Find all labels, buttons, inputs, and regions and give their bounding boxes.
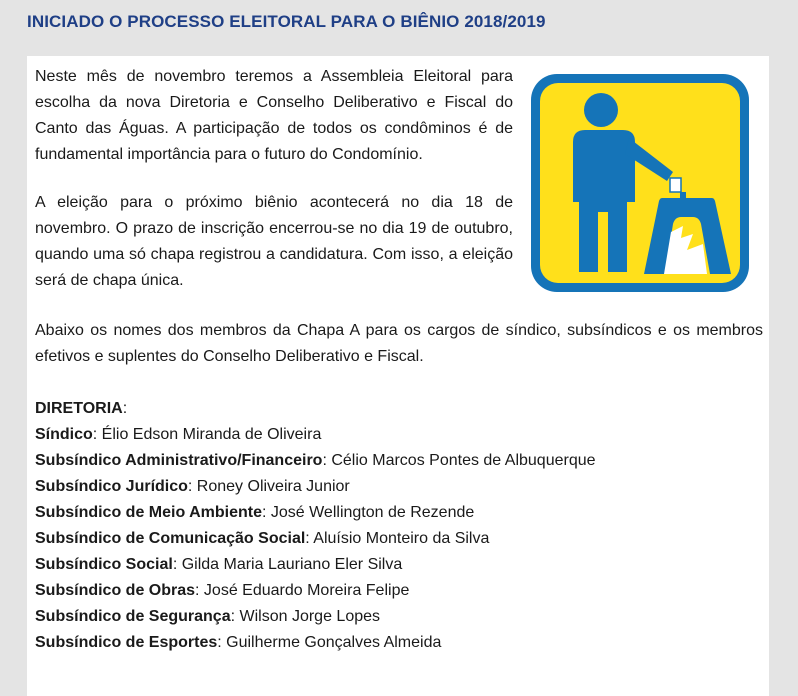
member-name: : Wilson Jorge Lopes [230, 608, 381, 625]
member-role: Subsíndico Administrativo/Financeiro [35, 452, 323, 469]
member-role: Subsíndico Social [35, 556, 173, 573]
article-panel [27, 56, 769, 696]
voting-ballot-box-icon [531, 74, 749, 292]
member-row [35, 474, 763, 500]
intro-paragraph [35, 64, 513, 168]
member-name: : José Wellington de Rezende [261, 504, 475, 521]
member-role: Subsíndico de Esportes [35, 634, 218, 651]
member-name: : José Eduardo Moreira Felipe [195, 582, 410, 599]
member-name: : Roney Oliveira Junior [187, 478, 350, 495]
member-role: Subsíndico Jurídico [35, 478, 188, 495]
member-name: : Élio Edson Miranda de Oliveira [92, 426, 322, 443]
member-row [35, 448, 763, 474]
member-role: Subsíndico de Comunicação Social [35, 530, 306, 547]
member-row [35, 630, 763, 656]
board-members-list [35, 396, 763, 656]
member-row [35, 422, 763, 448]
paragraph-2: A eleição para o próximo biênio acontecerá no dia 18 de novembro. O prazo de inscrição encerrou-se no dia 19 de outubro, quando uma só chapa registrou a candidatura. Com isso, a eleição será de chapa única. [35, 194, 513, 289]
section-heading-row [35, 396, 763, 422]
paragraph-1: Neste mês de novembro teremos a Assembleia Eleitoral para escolha da nova Diretoria e Conselho Deliberativo e Fiscal do Canto das Águas. A participação de todos os condôminos é de fundamental importância para o futuro do Condomínio. [35, 68, 513, 163]
member-name: : Gilda Maria Lauriano Eler Silva [172, 556, 403, 573]
member-row [35, 578, 763, 604]
election-paragraph [35, 190, 513, 294]
page-title: INICIADO O PROCESSO ELEITORAL PARA O BIÊNIO 2018/2019 [27, 12, 546, 31]
paragraph-3: Abaixo os nomes dos membros da Chapa A para os cargos de síndico, subsíndicos e os membros efetivos e suplentes do Conselho Deliberativo e Fiscal. [35, 322, 763, 365]
section-heading: DIRETORIA [35, 400, 123, 417]
section-heading-suffix: : [122, 400, 128, 417]
member-name: : Célio Marcos Pontes de Albuquerque [322, 452, 596, 469]
member-row [35, 526, 763, 552]
member-row [35, 500, 763, 526]
member-row [35, 552, 763, 578]
member-name: : Guilherme Gonçalves Almeida [217, 634, 442, 651]
member-row [35, 604, 763, 630]
member-role: Subsíndico de Obras [35, 582, 196, 599]
member-role: Subsíndico de Meio Ambiente [35, 504, 262, 521]
member-role: Síndico [35, 426, 93, 443]
member-role: Subsíndico de Segurança [35, 608, 231, 625]
slate-paragraph [35, 318, 763, 370]
member-name: : Aluísio Monteiro da Silva [305, 530, 490, 547]
